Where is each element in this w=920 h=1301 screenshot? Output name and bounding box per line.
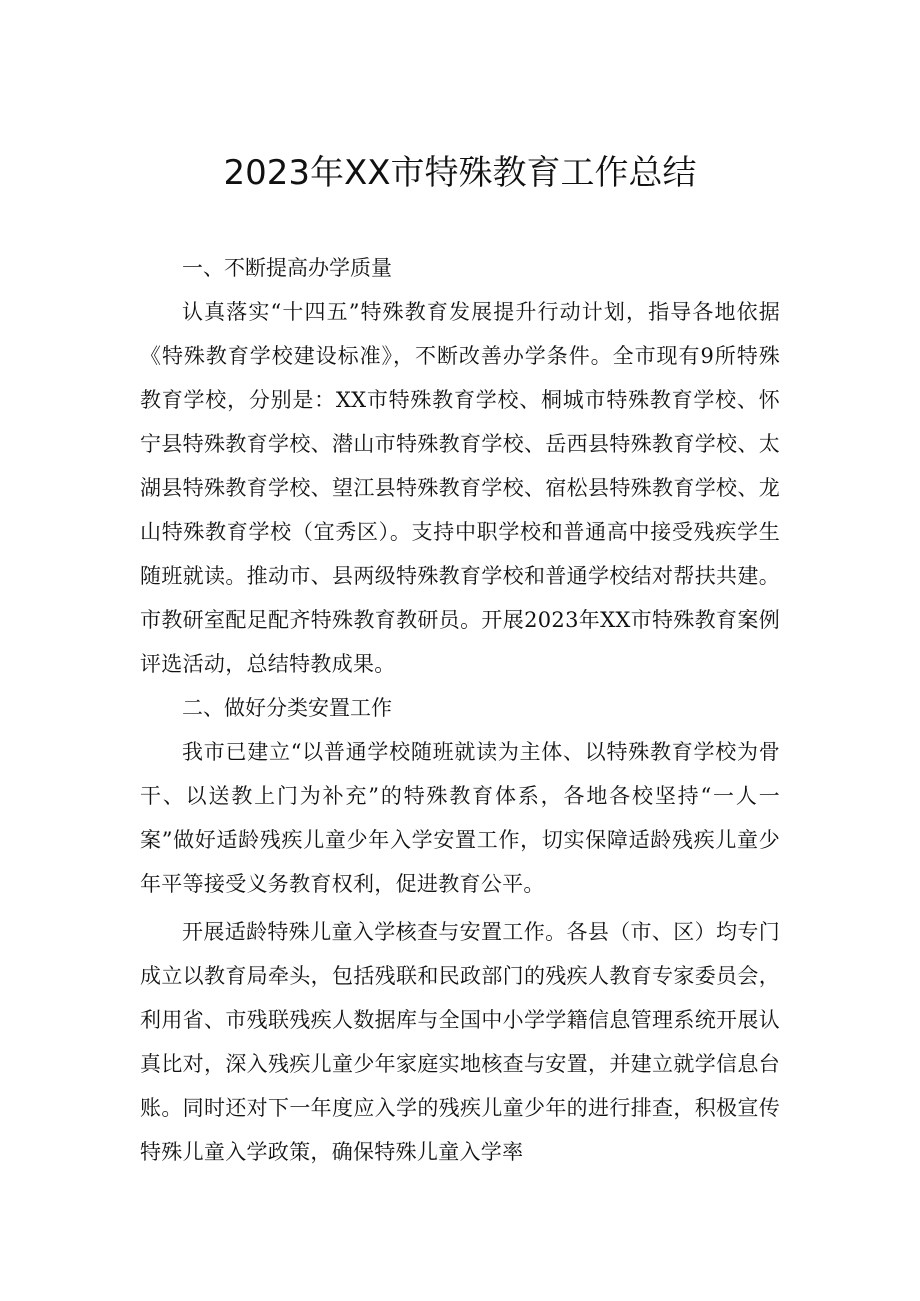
section-heading-2: 二、做好分类安置工作 <box>182 696 392 720</box>
paragraph-1: 认真落实“十四五”特殊教育发展提升行动计划，指导各地依据《特殊教育学校建设标准》，不断改善办学条件。全市现有9所特殊教育学校，分别是：XX市特殊教育学校、桐城市特殊教育学校、怀宁县特殊教育学校、潜山市特殊教育学校、岳西县特殊教育学校、太湖县特殊教育学校、望江县特殊教育学校、宿松县特殊教育学校、龙山特殊教育学校（宜秀区）。支持中职学校和普通高中接受残疾学生随班就读。推动市、县两级特殊教育学校和普通学校结对帮扶共建。市教研室配足配齐特殊教育教研员。开展2023年XX市特殊教育案例评选活动，总结特教成果。 <box>140 300 780 676</box>
document-title: 2023年XX市特殊教育工作总结 <box>223 153 697 193</box>
paragraph-2: 我市已建立“以普通学校随班就读为主体、以特殊教育学校为骨干、以送教上门为补充”的特殊教育体系，各地各校坚持“一人一案”做好适龄残疾儿童少年入学安置工作，切实保障适龄残疾儿童少年平等接受义务教育权利，促进教育公平。 <box>140 740 780 896</box>
section-heading-1: 一、不断提高办学质量 <box>182 256 392 280</box>
document-body <box>140 246 780 1174</box>
paragraph-3: 开展适龄特殊儿童入学核查与安置工作。各县（市、区）均专门成立以教育局牵头，包括残联和民政部门的残疾人教育专家委员会，利用省、市残联残疾人数据库与全国中小学学籍信息管理系统开展认真比对，深入残疾儿童少年家庭实地核查与安置，并建立就学信息台账。同时还对下一年度应入学的残疾儿童少年的进行排查，积极宣传特殊儿童入学政策，确保特殊儿童入学率 <box>140 920 780 1164</box>
